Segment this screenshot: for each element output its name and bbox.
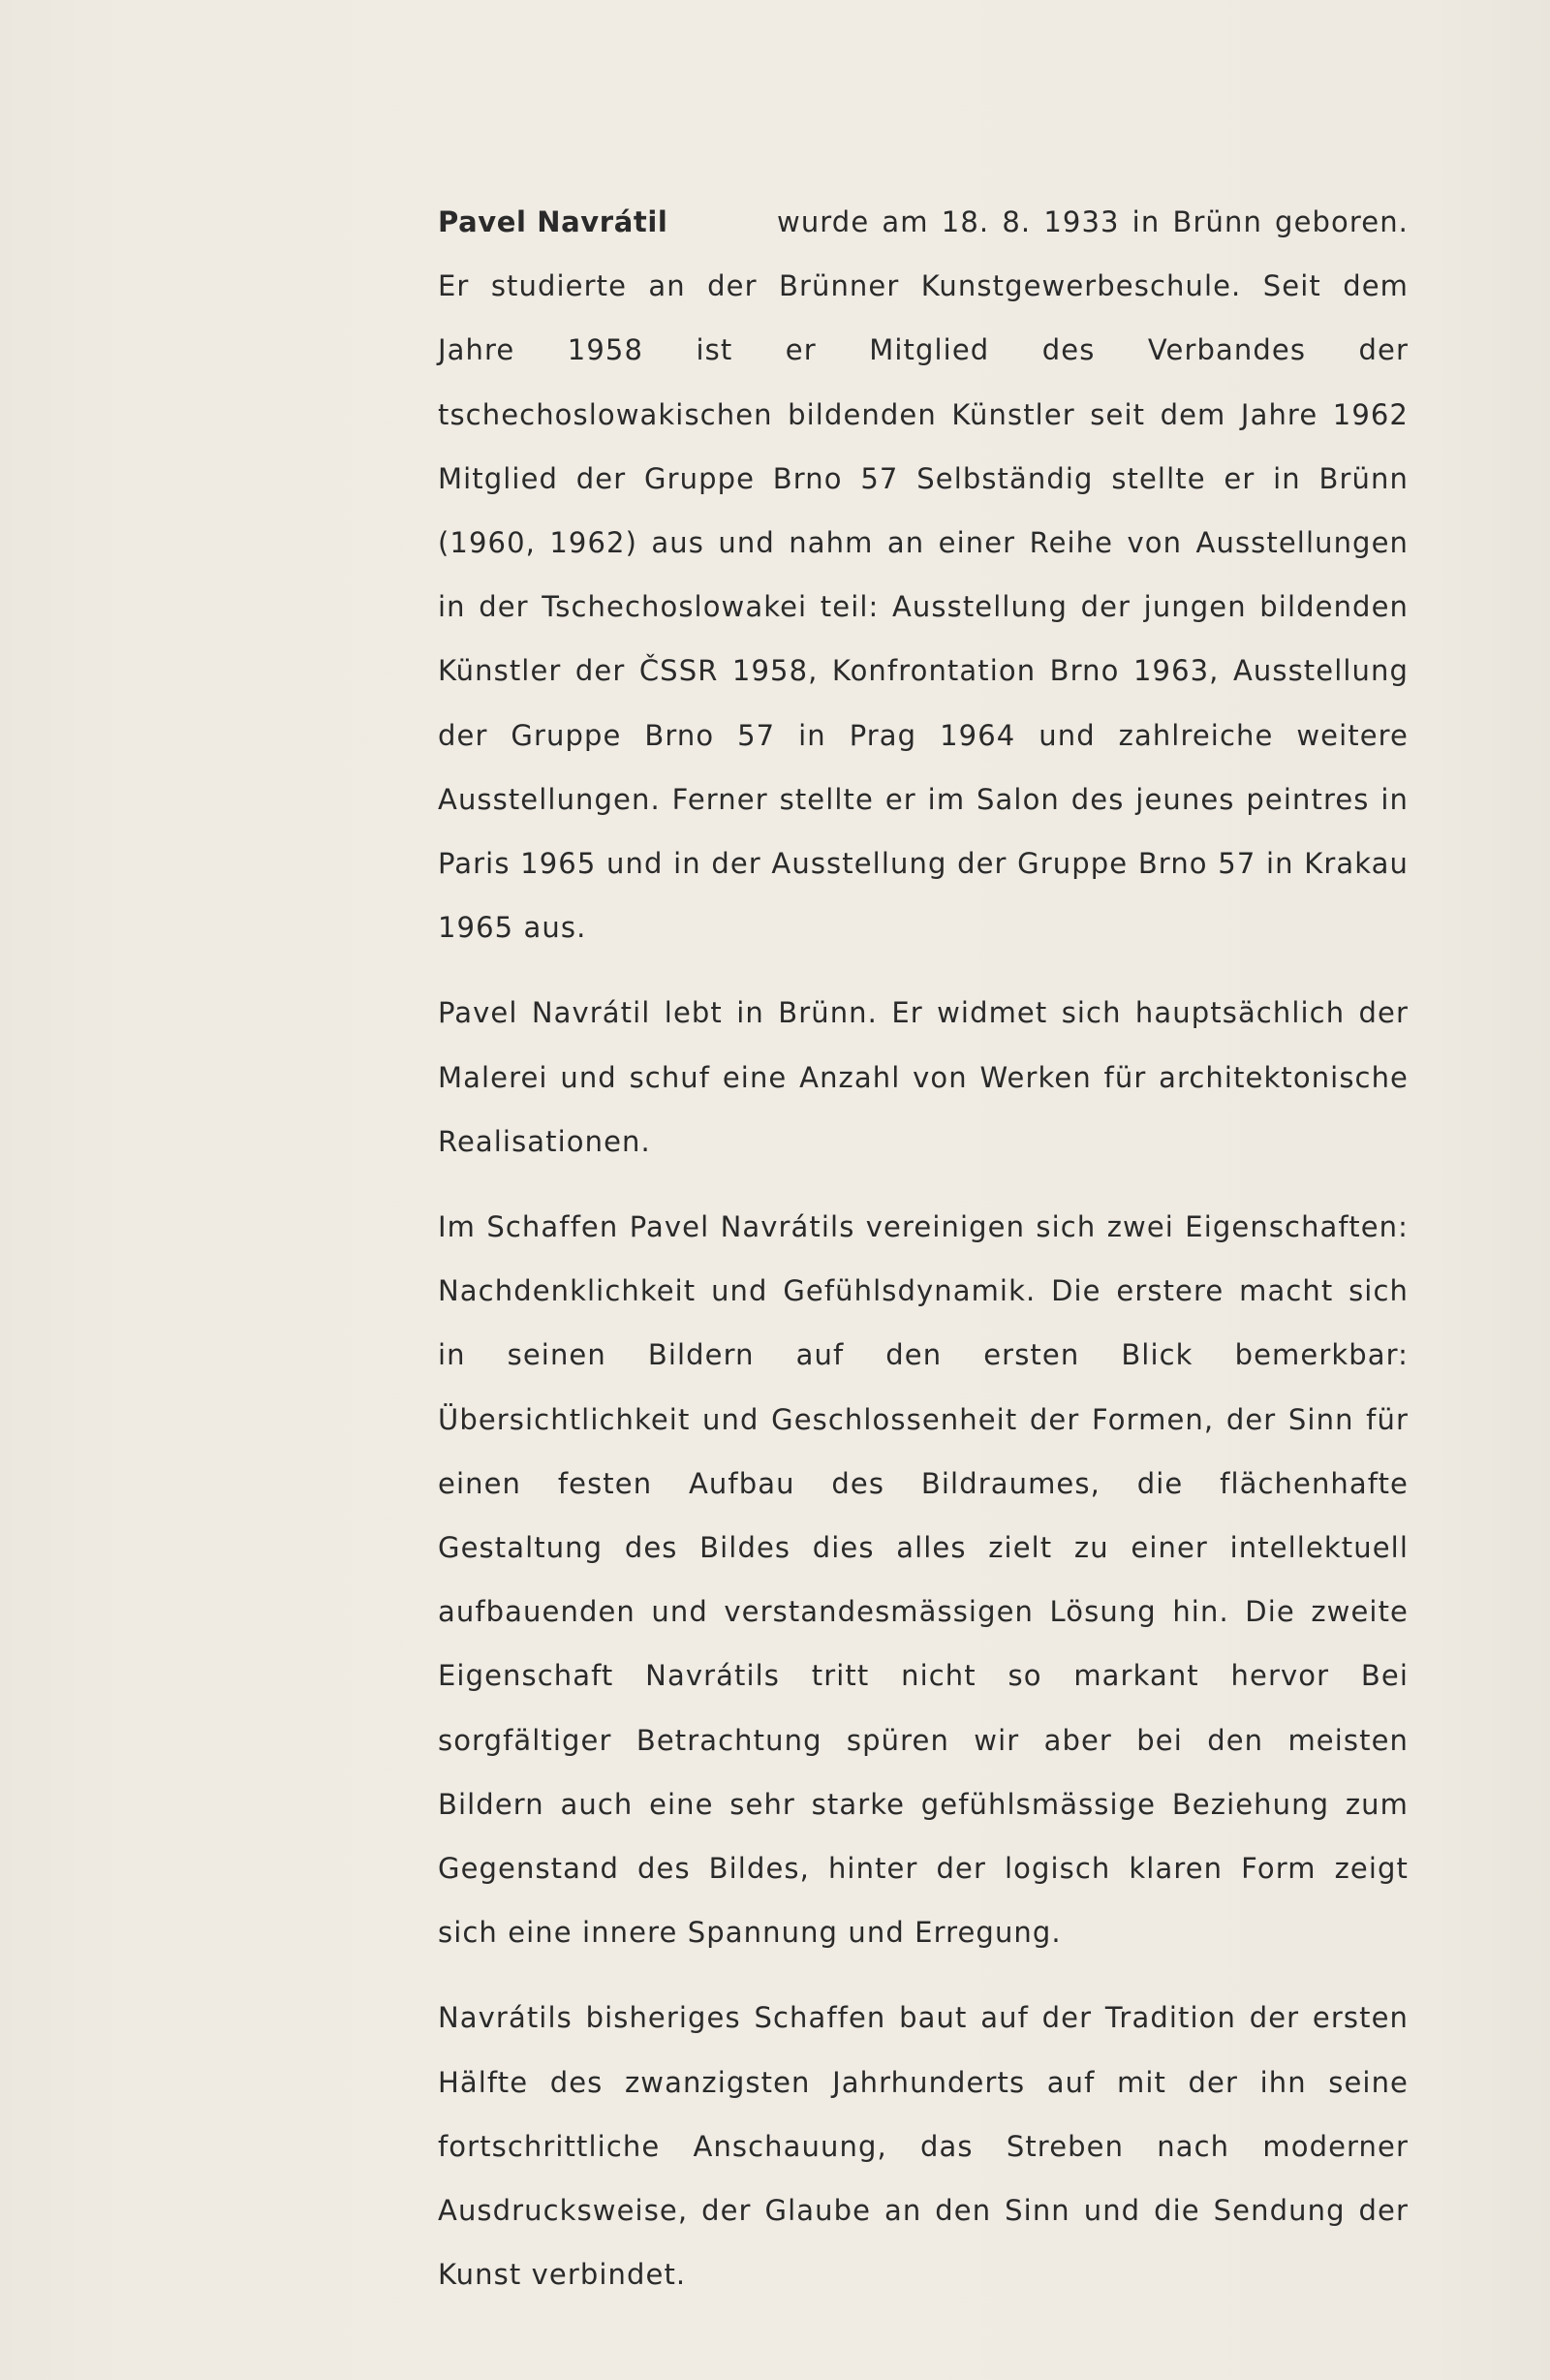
paragraph-characteristics: Im Schaffen Pavel Navrátils vereinigen sich zwei Eigenschaften: Nachdenklichkeit und Gefühlsdynamik. Die erstere macht sich in seinen Bildern auf den ersten Blick bemerkbar: Übersichtlichkeit und Geschlossenheit der Formen, der Sinn für einen festen Aufbau des Bildraumes, die flächenhafte Gestaltung des Bildes dies alles zielt zu einer intellektuell aufbauenden und verstandesmässigen Lösung hin. Die zweite Eigenschaft Navrátils tritt nicht so markant hervor Bei sorgfältiger Betrachtung spüren wir aber bei den meisten Bildern auch eine sehr starke gefühlsmässige Beziehung zum Gegenstand des Bildes, hinter der logisch klaren Form zeigt sich eine innere Spannung und Erregung.	[438, 1210, 1409, 1950]
paragraph-biography	[438, 190, 1409, 959]
paragraph-text: wurde am 18. 8. 1933 in Brünn geboren. Er studierte an der Brünner Kunstgewerbeschule. Seit dem Jahre 1958 ist er Mitglied des Verbandes der tschechoslowakischen bildenden Künstler seit dem Jahre 1962 Mitglied der Gruppe Brno 57 Selbständig stellte er in Brünn (1960, 1962) aus und nahm an einer Reihe von Ausstellungen in der Tschechoslowakei teil: Ausstellung der jungen bildenden Künstler der ČSSR 1958, Konfrontation Brno 1963, Ausstellung der Gruppe Brno 57 in Prag 1964 und zahlreiche weitere Ausstellungen. Ferner stellte er im Salon des jeunes peintres in Paris 1965 und in der Ausstellung der Gruppe Brno 57 in Krakau 1965 aus.	[438, 205, 1409, 945]
paragraph-tradition: Navrátils bisheriges Schaffen baut auf der Tradition der ersten Hälfte des zwanzigsten Jahrhunderts auf mit der ihn seine fortschrittliche Anschauung, das Streben nach moderner Ausdrucksweise, der Glaube an den Sinn und die Sendung der Kunst verbindet.	[438, 2001, 1409, 2292]
paragraph-residence: Pavel Navrátil lebt in Brünn. Er widmet sich hauptsächlich der Malerei und schuf eine Anzahl von Werken für architektonische Realisationen.	[438, 996, 1409, 1158]
biography-text	[438, 190, 1409, 2307]
artist-name-lead: Pavel Navrátil	[438, 205, 668, 238]
